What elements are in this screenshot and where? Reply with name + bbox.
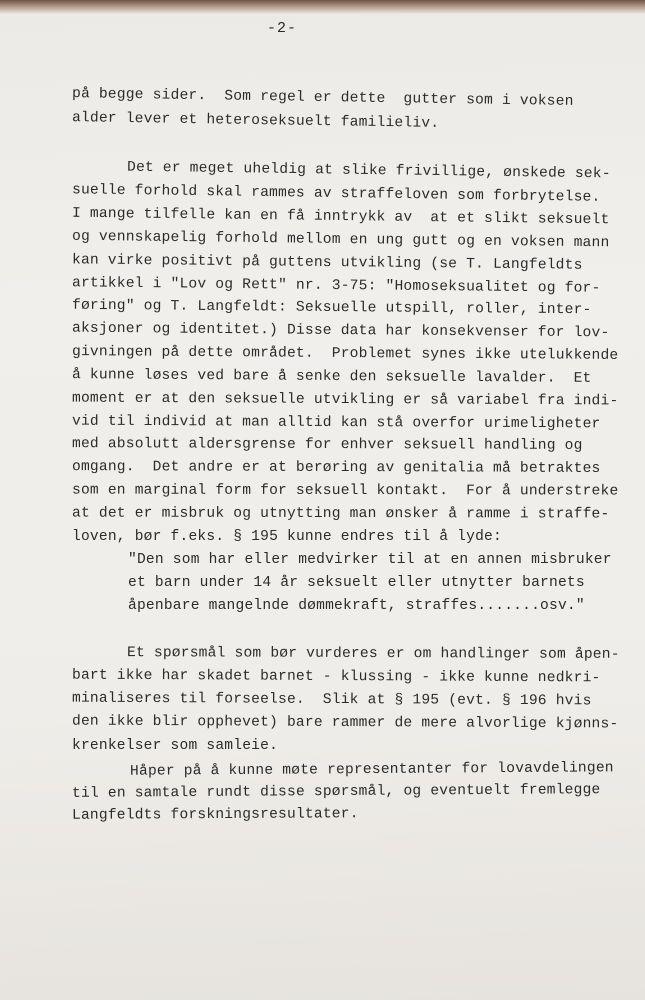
quote-line: åpenbare mangelnde dømmekraft, straffes.......osv." [128,598,585,614]
text-line: alder lever et heteroseksuelt familieliv. [71,110,440,132]
text-line: bart ikke har skadet barnet - klussing - ikke kunne nedkri- [71,667,601,687]
text-line: føring" og T. Langfeldt: Seksuelle utspill, roller, inter- [71,297,592,319]
text-line: med absolutt aldersgrense for enhver seksuell handling og [71,436,583,454]
text-line: at det er misbruk og utnytting man ønsker å ramme i straffe- [71,505,610,523]
page-number: -2- [267,20,298,37]
text-line: I mange tilfelle kan en få inntrykk av at et slikt seksuelt [71,205,610,229]
text-line: på begge sider. Som regel er dette gutter som i voksen [71,86,574,110]
text-line: loven, bør f.eks. § 195 kunne endres til å lyde: [72,529,502,545]
text-line: minaliseres til forseelse. Slik at § 195 (evt. § 196 hvis [71,690,592,710]
text-line: å kunne løses ved bare å senke den seksuelle lavalder. Et [71,367,592,387]
text-line: og vennskapelig forhold mellom en ung gutt og en voksen mann [71,228,610,252]
text-line: suelle forhold skal rammes av straffeloven som forbrytelse. [71,182,601,206]
quote-line: "Den som har eller medvirker til at en annen misbruker [128,552,612,568]
text-line: vid til individ at man alltid kan stå overfor urimeligheter [71,413,601,433]
text-line: artikkel i "Lov og Rett" nr. 3-75: "Homoseksualitet og for- [71,275,601,297]
text-line: den ikke blir opphevet) bare rammer de mere alvorlige kjønns- [71,713,619,733]
page-top-edge-shadow [0,0,645,14]
text-line: Det er meget uheldig at slike frivillige, ønskede sek- [126,159,611,183]
text-line: omgang. Det andre er at berøring av genitalia må betraktes [71,459,601,477]
text-line: moment er at den seksuelle utvikling er så variabel fra indi- [71,390,619,410]
text-line: som en marginal form for seksuell kontakt. For å understreke [71,482,619,500]
text-line: Håper på å kunne møte representanter for lovavdelingen [129,760,614,780]
text-line: til en samtale rundt disse spørsmål, og eventuelt fremlegge [71,782,601,802]
text-line: aksjoner og identitet.) Disse data har konsekvenser for lov- [71,320,610,342]
text-line: Langfeldts forskningsresultater. [71,806,359,824]
text-line: givningen på dette området. Problemet synes ikke utelukkende [71,344,619,364]
text-line: kan virke positivt på guttens utvikling (se T. Langfeldts [71,252,583,274]
text-line: krenkelser som samleie. [72,738,279,754]
quote-line: et barn under 14 år seksuelt eller utnytter barnets [128,575,585,591]
text-line: Et spørsmål som bør vurderes er om handlinger som åpen- [126,645,620,663]
